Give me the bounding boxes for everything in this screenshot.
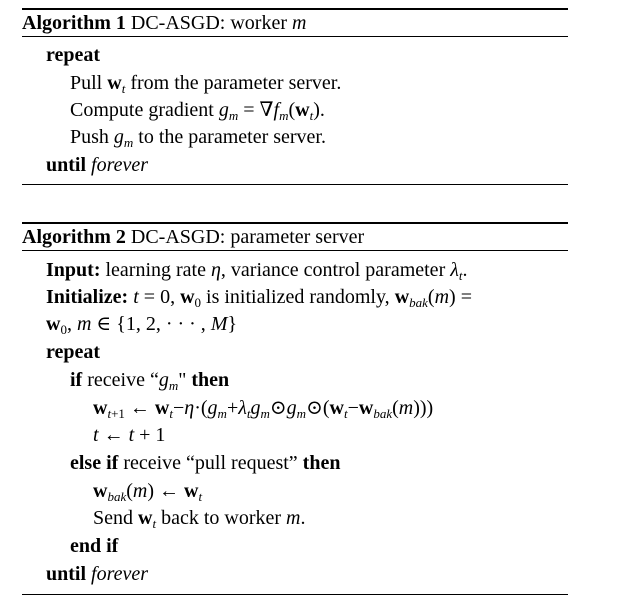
algo2-send-text-b: back to worker <box>161 507 282 529</box>
algo1-push-text: Push <box>70 126 109 148</box>
algorithm-1 <box>22 8 568 37</box>
algo1-compute-line: Compute gradient $g_m = \nabla f_m(w_t)$. <box>70 99 325 123</box>
algo1-pull-text-b: from the parameter server. <box>130 72 342 94</box>
algo1-pull-text: Pull <box>70 72 103 94</box>
algo2-forever: forever <box>91 563 149 585</box>
algorithm-2-title <box>22 224 568 250</box>
algo2-until-line <box>46 562 148 586</box>
algo2-then: then <box>191 369 230 391</box>
algo2-end-if: end if <box>70 535 119 557</box>
algo2-update-line: $w_{t+1}$ ← $w_t-\eta\cdot(g_m+\lambda_tg_m⊙g_m⊙(w_t-w_{bak}(m)))$ <box>93 397 434 421</box>
algorithm-1-label: Algorithm 1 <box>22 12 126 34</box>
algo2-if-text-close: " <box>178 369 187 391</box>
algorithm-1-bottom-rule <box>22 184 568 185</box>
algo2-if-line: if receive “$g_m$" then <box>70 369 230 393</box>
algo2-input-text: learning rate <box>105 259 206 281</box>
algorithm-1-mid-rule <box>22 36 568 37</box>
algo2-else-if-kw: else if <box>70 452 119 474</box>
algo2-input-line: Input: learning rate η, variance control parameter $\lambda_t$. <box>46 259 468 283</box>
algo2-increment-line: t ← t + 1 <box>93 424 166 446</box>
algo1-repeat: repeat <box>46 44 101 66</box>
algorithm-1-title <box>22 10 568 36</box>
algo2-init-line-2: $w_0$, m ∈ {1, 2, · · · , M} <box>46 313 238 337</box>
algo1-push-line: Push $g_m$ to the parameter server. <box>70 126 326 150</box>
algorithm-2-label: Algorithm 2 <box>22 226 126 248</box>
algo2-input-kw: Input: <box>46 259 101 281</box>
algorithm-2-mid-rule <box>22 250 568 251</box>
algo2-init-text: is initialized randomly, <box>206 286 390 308</box>
algo2-send-line: Send $w_t$ back to worker m. <box>93 507 306 531</box>
algorithm-2-bottom-rule <box>22 594 568 595</box>
algo2-if-kw: if <box>70 369 83 391</box>
algorithm-1-title-var: m <box>291 12 307 34</box>
algo2-bak-line: $w_{bak}(m)$ ← $w_t$ <box>93 480 203 504</box>
algorithm-2-title-text: DC-ASGD: parameter server <box>130 226 365 248</box>
algo1-push-text-b: to the parameter server. <box>138 126 326 148</box>
algo2-send-text: Send <box>93 507 133 529</box>
algo1-pull-line: Pull $w_t$ from the parameter server. <box>70 72 342 96</box>
algo2-else-if-line <box>70 451 340 475</box>
algo1-forever: forever <box>91 154 149 176</box>
algo2-init-kw: Initialize: <box>46 286 129 308</box>
algo2-repeat: repeat <box>46 341 101 363</box>
algo2-init-line: Initialize: t = 0, $w_0$ is initialized randomly, $w_{bak}(m)$ = <box>46 286 472 310</box>
algo2-until: until <box>46 563 87 585</box>
algo2-else-if-text: receive “pull request” <box>123 452 298 474</box>
algo2-input-text-b: , variance control parameter <box>220 259 446 281</box>
algo2-else-then: then <box>302 452 341 474</box>
algorithm-1-title-text: DC-ASGD: worker <box>130 12 287 34</box>
algo2-if-text: receive “ <box>87 369 159 391</box>
algo1-until: until <box>46 154 87 176</box>
algorithm-2 <box>22 222 568 251</box>
algo1-compute-text: Compute gradient <box>70 99 214 121</box>
algo1-until-line <box>46 153 148 177</box>
